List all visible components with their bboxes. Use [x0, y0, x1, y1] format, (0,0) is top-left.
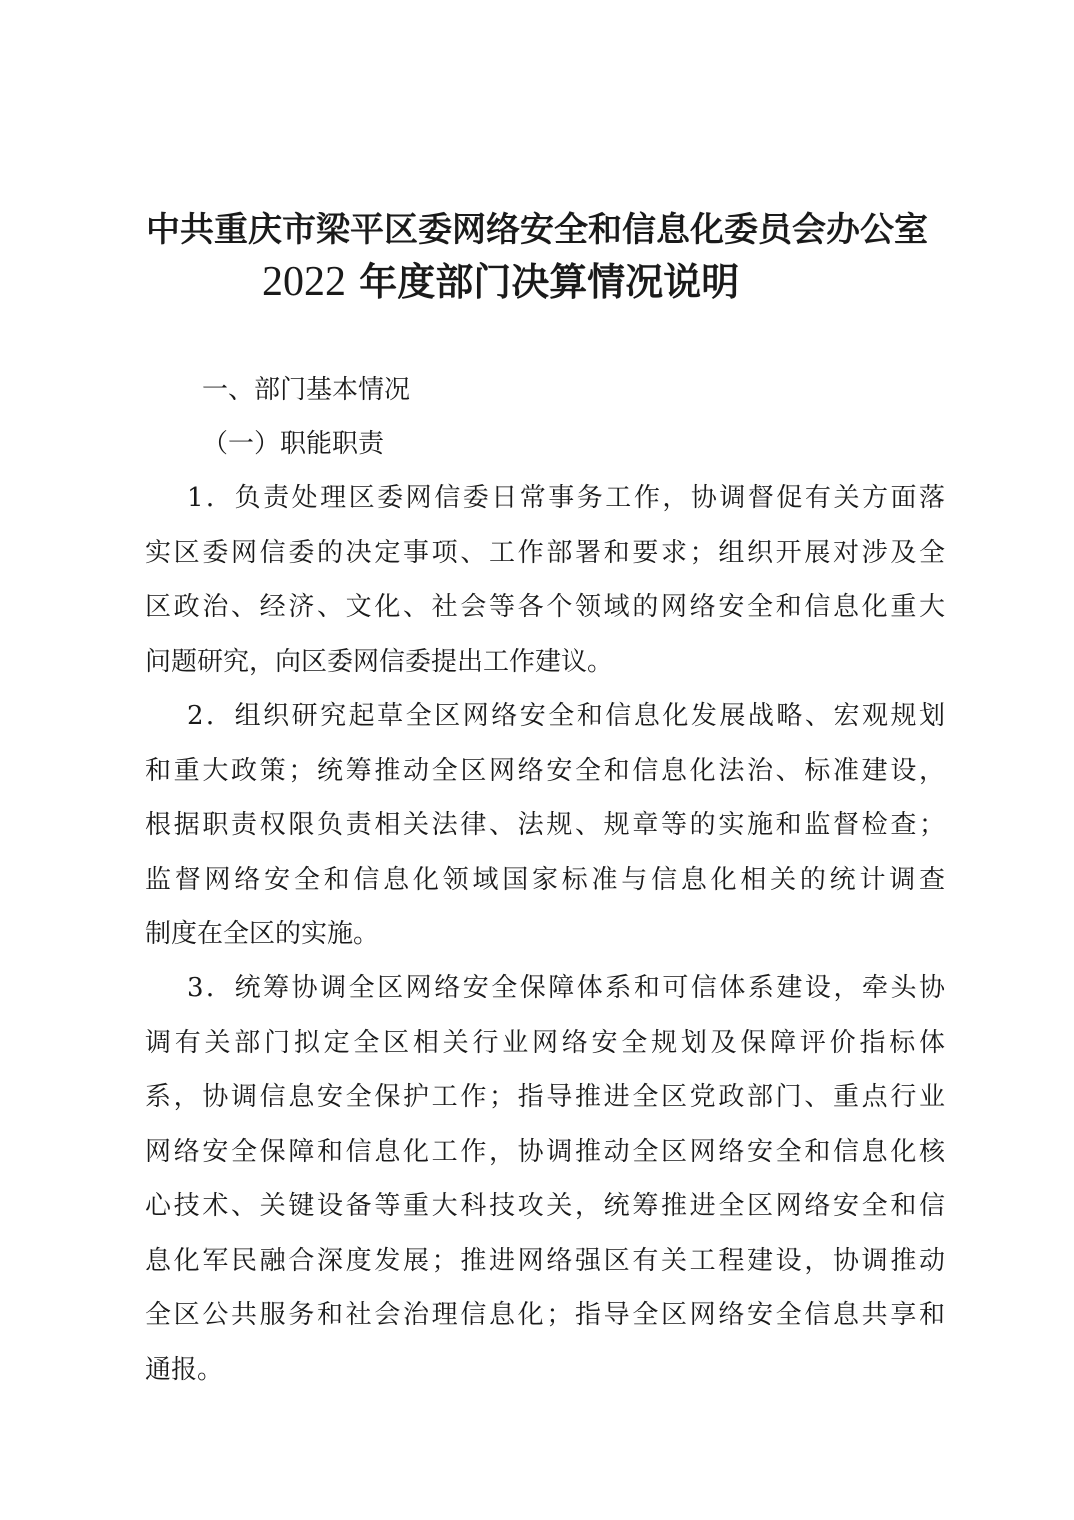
sub-heading: （一）职能职责	[202, 429, 385, 459]
paragraph-line: 2．组织研究起草全区网络安全和信息化发展战略、宏观规划	[187, 701, 945, 731]
paragraph-line: 心技术、关键设备等重大科技攻关，统筹推进全区网络安全和信	[145, 1191, 945, 1221]
paragraph-line: 全区公共服务和社会治理信息化；指导全区网络安全信息共享和	[145, 1300, 945, 1330]
paragraph-line: 通报。	[145, 1354, 224, 1385]
paragraph-line: 区政治、经济、文化、社会等各个领域的网络安全和信息化重大	[145, 592, 945, 622]
paragraph-3	[145, 961, 945, 1397]
paragraph-line: 问题研究，向区委网信委提出工作建议。	[145, 646, 614, 677]
paragraph-line: 网络安全保障和信息化工作，协调推动全区网络安全和信息化核	[145, 1136, 945, 1167]
paragraph-line: 1．负责处理区委网信委日常事务工作，协调督促有关方面落	[187, 483, 945, 513]
paragraph-line: 和重大政策；统筹推动全区网络安全和信息化法治、标准建设，	[145, 755, 945, 786]
paragraph-line: 系，协调信息安全保护工作；指导推进全区党政部门、重点行业	[145, 1082, 945, 1112]
section-heading: 一、部门基本情况	[202, 375, 411, 405]
paragraph-line: 制度在全区的实施。	[145, 919, 380, 949]
title-year: 2022	[262, 259, 346, 305]
paragraph-2	[145, 689, 945, 962]
paragraph-line: 调有关部门拟定全区相关行业网络安全规划及保障评价指标体	[145, 1027, 945, 1058]
document-title-line-1: 中共重庆市梁平区委网络安全和信息化委员会办公室	[146, 210, 928, 250]
paragraph-line: 3．统筹协调全区网络安全保障体系和可信体系建设，牵头协	[187, 973, 945, 1003]
paragraph-1	[145, 471, 945, 689]
document-title-line-2	[262, 256, 739, 308]
paragraph-line: 根据职责权限负责相关法律、法规、规章等的实施和监督检查；	[145, 810, 945, 840]
paragraph-line: 监督网络安全和信息化领域国家标准与信息化相关的统计调查	[145, 864, 945, 895]
title-rest: 年度部门决算情况说明	[346, 259, 740, 304]
paragraph-line: 实区委网信委的决定事项、工作部署和要求；组织开展对涉及全	[145, 537, 945, 568]
paragraph-line: 息化军民融合深度发展；推进网络强区有关工程建设，协调推动	[145, 1245, 945, 1276]
